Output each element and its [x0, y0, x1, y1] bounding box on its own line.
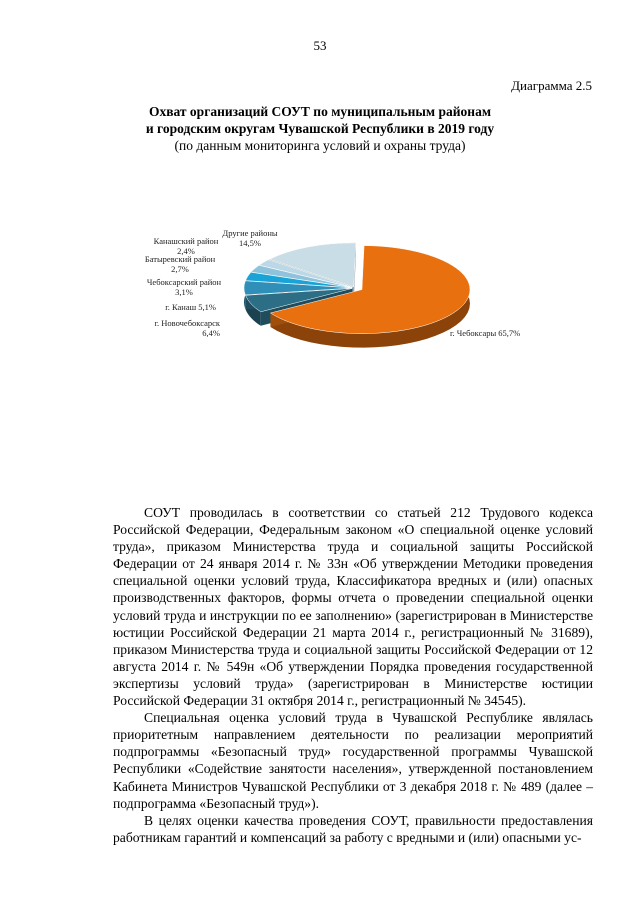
body-text: [113, 504, 593, 846]
paragraph-1: СОУТ проводилась в соответствии со статьей 212 Трудового кодекса Российской Федерации, Федеральным законом «О специальной оценке условий труда», приказом Министерства труда и социальной защиты Российской Федерации от 24 января 2014 г. № 33н «Об утверждении Методики проведения специальной оценки условий труда, Классификатора вредных и (или) опасных производственных факторов, формы отчета о проведении специальной оценки условий труда и инструкции по ее заполнению» (зарегистрирован в Министерстве юстиции Российской Федерации 21 марта 2014 г., регистрационный № 31689), приказом Министерства труда и социальной защиты Российской Федерации от 12 августа 2014 г. № 549н «Об утверждении Порядка проведения государственной экспертизы условий труда» (зарегистрирован в Министерстве юстиции Российской Федерации 31 октября 2014 г., регистрационный № 34545).: [113, 505, 593, 709]
paragraph-3: В целях оценки качества проведения СОУТ, правильности предоставления работникам гарантий и компенсаций за работу с вредными и (или) опасными ус-: [113, 812, 593, 845]
label-канашский-район: Канашский район 2,4%: [153, 236, 219, 256]
title-line-3: (по данным мониторинга условий и охраны труда): [174, 138, 466, 153]
label-г-канаш: г. Канаш 5,1%: [165, 302, 216, 312]
paragraph-2: Специальная оценка условий труда в Чувашской Республике являлась приоритетным направлением деятельности по реализации мероприятий подпрограммы «Безопасный труд» государственной программы Чувашской Республики «Содействие занятости населения», утвержденной постановлением Кабинета Министров Чувашской Республики от 3 декабря 2018 г. № 489 (далее – подпрограмма «Безопасный труд»).: [113, 710, 593, 811]
pie-slices: [244, 243, 470, 348]
label-батыревский-район: Батыревский район 2,7%: [144, 254, 216, 274]
pie-chart: [100, 200, 570, 380]
page-number: 53: [313, 38, 327, 53]
label-г-новочебоксарск: г. Новочебоксарск 6,4%: [154, 318, 220, 338]
label-г-чебоксары: г. Чебоксары 65,7%: [450, 328, 521, 338]
label-чебоксарский-район: Чебоксарский район 3,1%: [146, 277, 222, 297]
label-другие-районы: Другие районы 14,5%: [222, 228, 278, 248]
title-line-2: и городским округам Чувашской Республики в 2019 году: [145, 121, 495, 136]
title-line-1: Охват организаций СОУТ по муниципальным районам: [148, 104, 492, 119]
diagram-label: Диаграмма 2.5: [511, 78, 592, 93]
chart-title: [0, 103, 640, 154]
